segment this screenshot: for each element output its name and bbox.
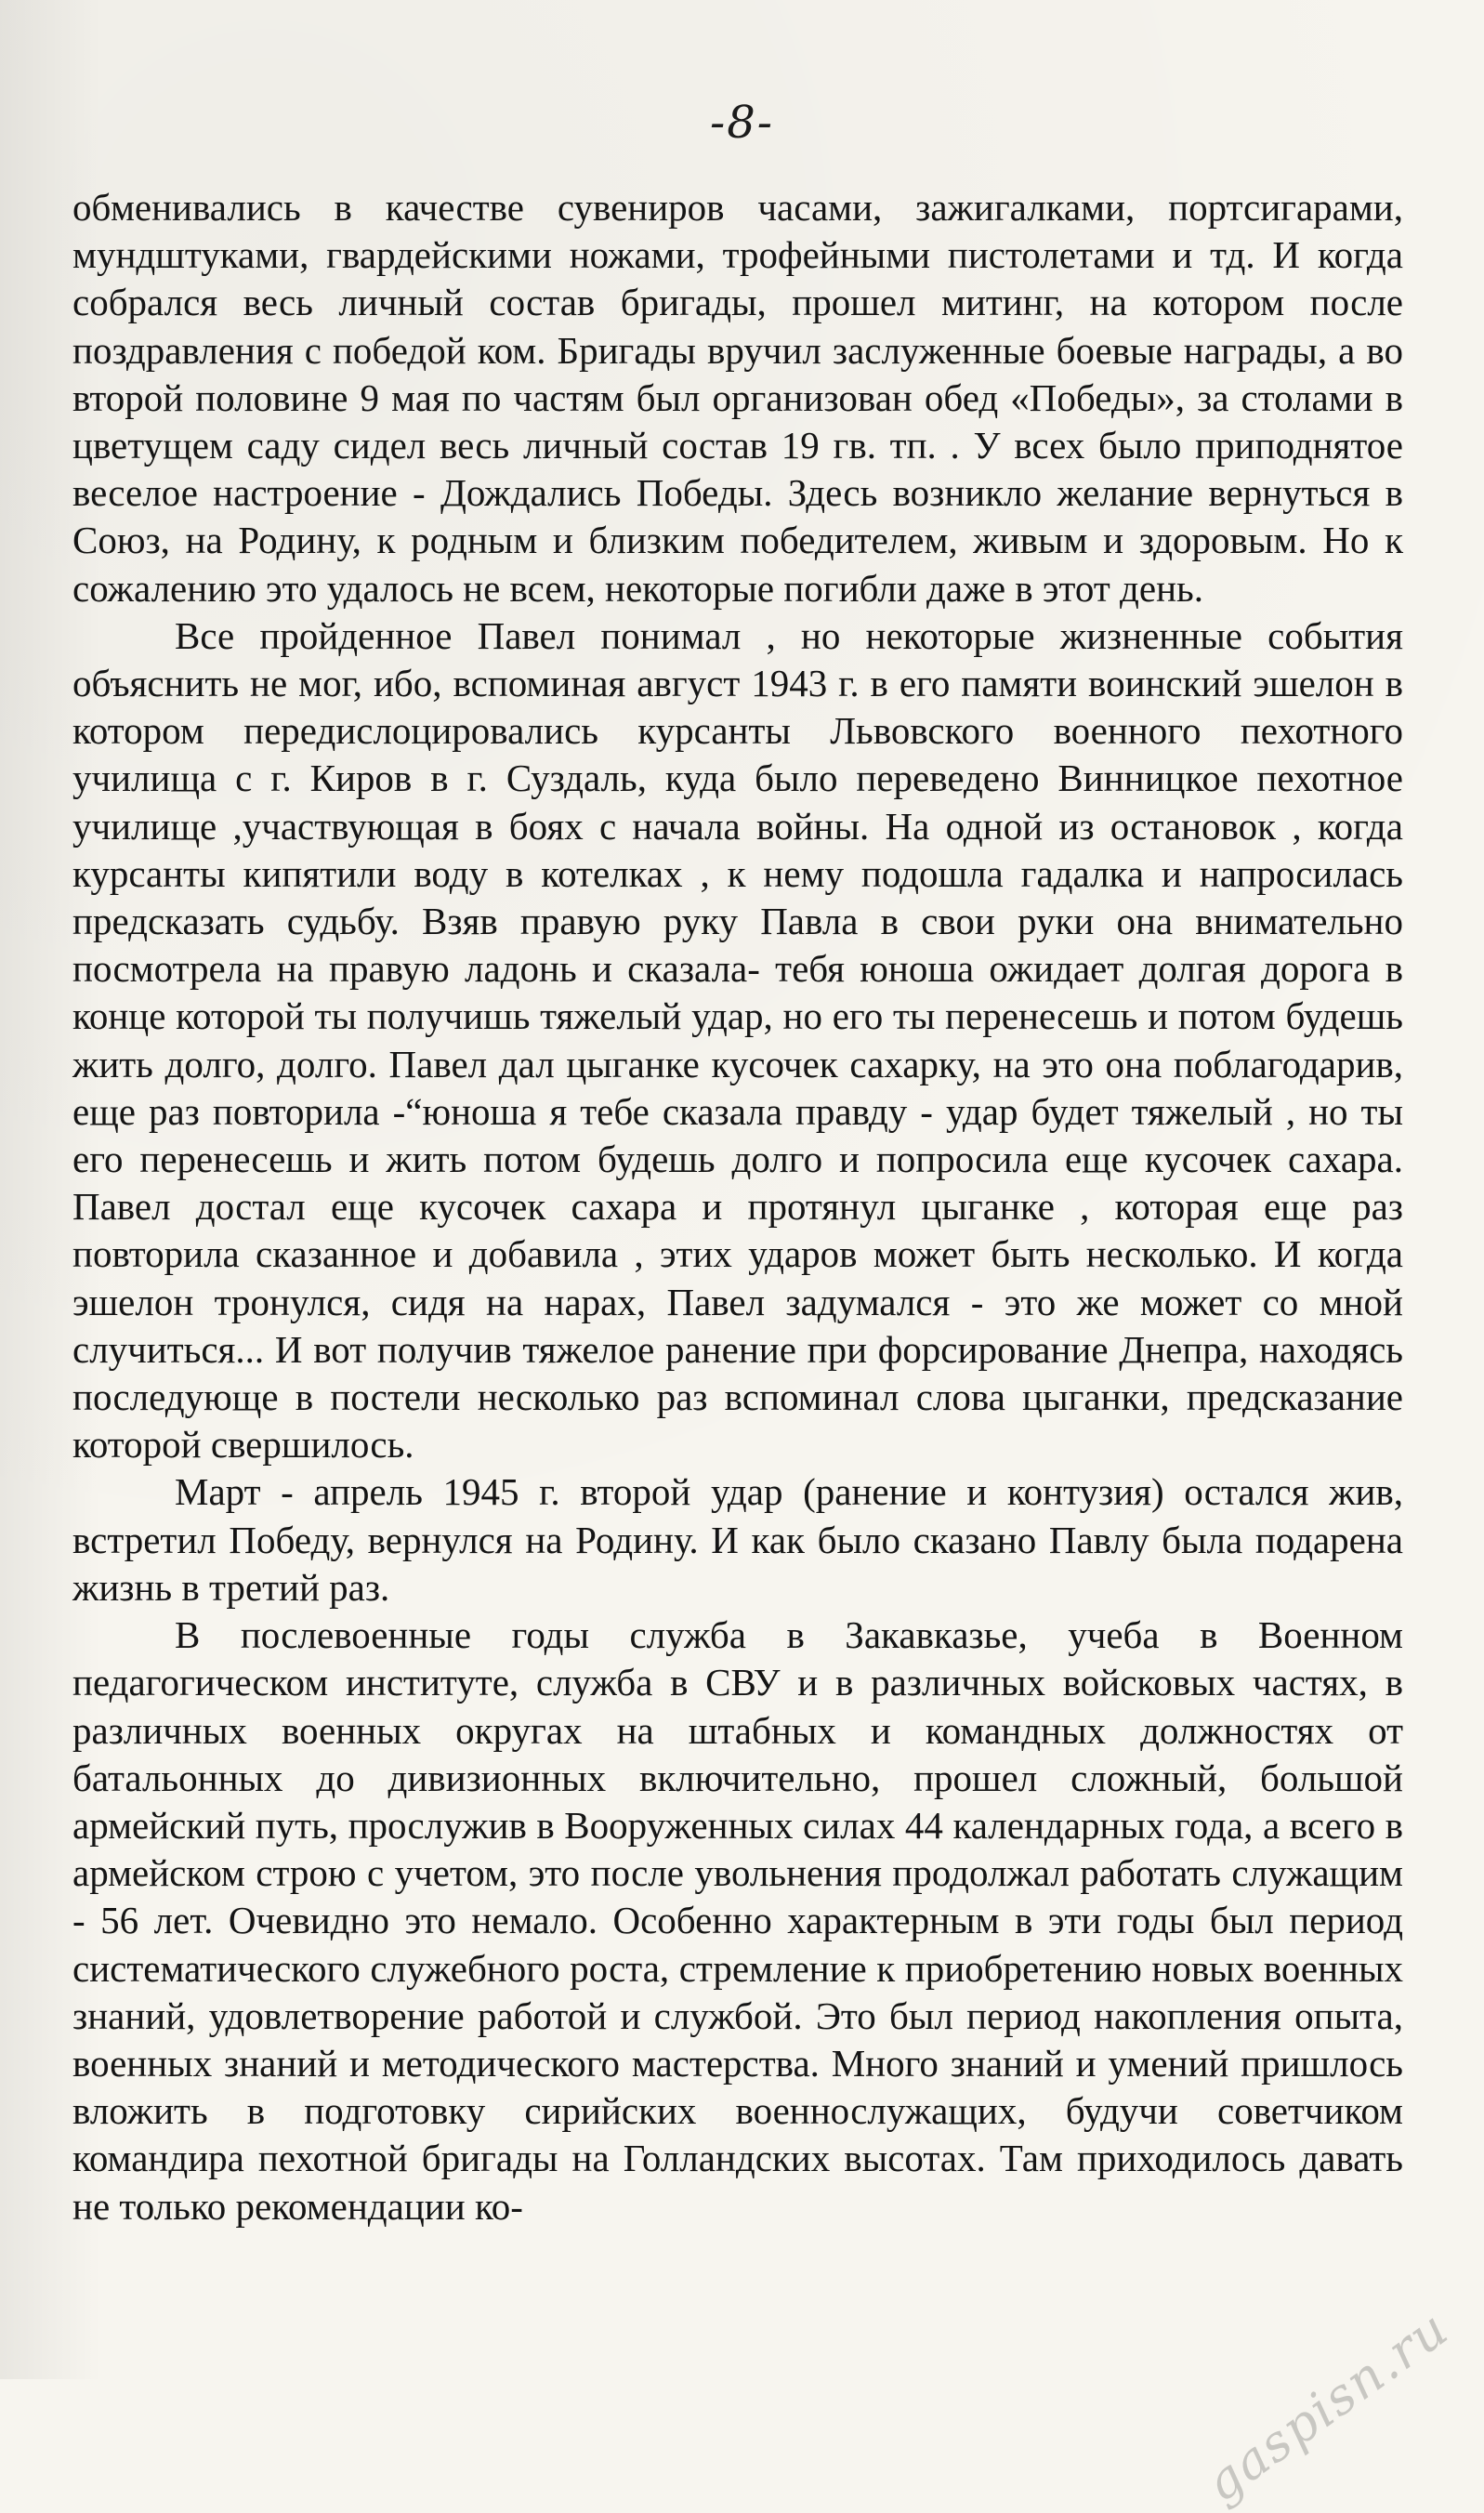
document-body [72,184,1403,2230]
watermark: gaspisn.ru [1194,2298,1460,2513]
paragraph-3: Март - апрель 1945 г. второй удар (ранение и контузия) остался жив, встретил Победу, вернулся на Родину. И как было сказано Павлу была подарена жизнь в третий раз. [72,1470,1403,1609]
page-number: -8- [710,97,774,149]
paragraph-1: обменивались в качестве сувениров часами, зажигалками, портсигарами, мундштуками, гвардейскими ножами, трофейными пистолетами и тд. И когда собрался весь личный состав бригады, прошел митинг, на котором после поздравления с победой ком. Бригады вручил заслуженные боевые награды, а во второй половине 9 мая по частям был организован обед «Победы», за столами в цветущем саду сидел весь личный состав 19 гв. тп. . У всех было приподнятое веселое настроение - Дождались Победы. Здесь возникло желание вернуться в Союз, на Родину, к родным и близким победителем, живым и здоровым. Но к сожалению это удалось не всем, некоторые погибли даже в этот день. [72,186,1403,610]
paragraph-4: В послевоенные годы служба в Закавказье, учеба в Военном педагогическом институте, служба в СВУ и в различных войсковых частях, в различных военных округах на штабных и командных должностях от батальонных до дивизионных включительно, прошел сложный, большой армейский путь, прослужив в Вооруженных силах 44 календарных года, а всего в армейском строю с учетом, это после увольнения продолжал работать служащим - 56 лет. Очевидно это немало. Особенно характерным в эти годы был период систематического служебного роста, стремление к приобретению новых военных знаний, удовлетворение работой и службой. Это был период накопления опыта, военных знаний и методического мастерства. Много знаний и умений пришлось вложить в подготовку сирийских военнослужащих, будучи советчиком командира пехотной бригады на Голландских высотах. Там приходилось давать не только рекомендации ко- [72,1613,1403,2228]
paragraph-2: Все пройденное Павел понимал , но некоторые жизненные события объяснить не мог, ибо, вспоминая август 1943 г. в его памяти воинский эшелон в котором передислоцировались курсанты Львовского военного пехотного училища с г. Киров в г. Суздаль, куда было переведено Винницкое пехотное училище ,участвующая в боях с начала войны. На одной из остановок , когда курсанты кипятили воду в котелках , к нему подошла гадалка и напросилась предсказать судьбу. Взяв правую руку Павла в свои руки она внимательно посмотрела на правую ладонь и сказала- тебя юноша ожидает долгая дорога в конце которой ты получишь тяжелый удар, но его ты перенесешь и потом будешь жить долго, долго. Павел дал цыганке кусочек сахарку, на это она поблагодарив, еще раз повторила -“юноша я тебе сказала правду - удар будет тяжелый , но ты его перенесешь и жить потом будешь долго и попросила еще кусочек сахара. Павел достал еще кусочек сахара и протянул цыганке , которая еще раз повторила сказанное и добавила , этих ударов может быть несколько. И когда эшелон тронулся, сидя на нарах, Павел задумался - это же может со мной случиться... И вот получив тяжелое ранение при форсирование Днепра, находясь последующе в постели несколько раз вспоминал слова цыганки, предсказание которой свершилось. [72,613,1403,1467]
